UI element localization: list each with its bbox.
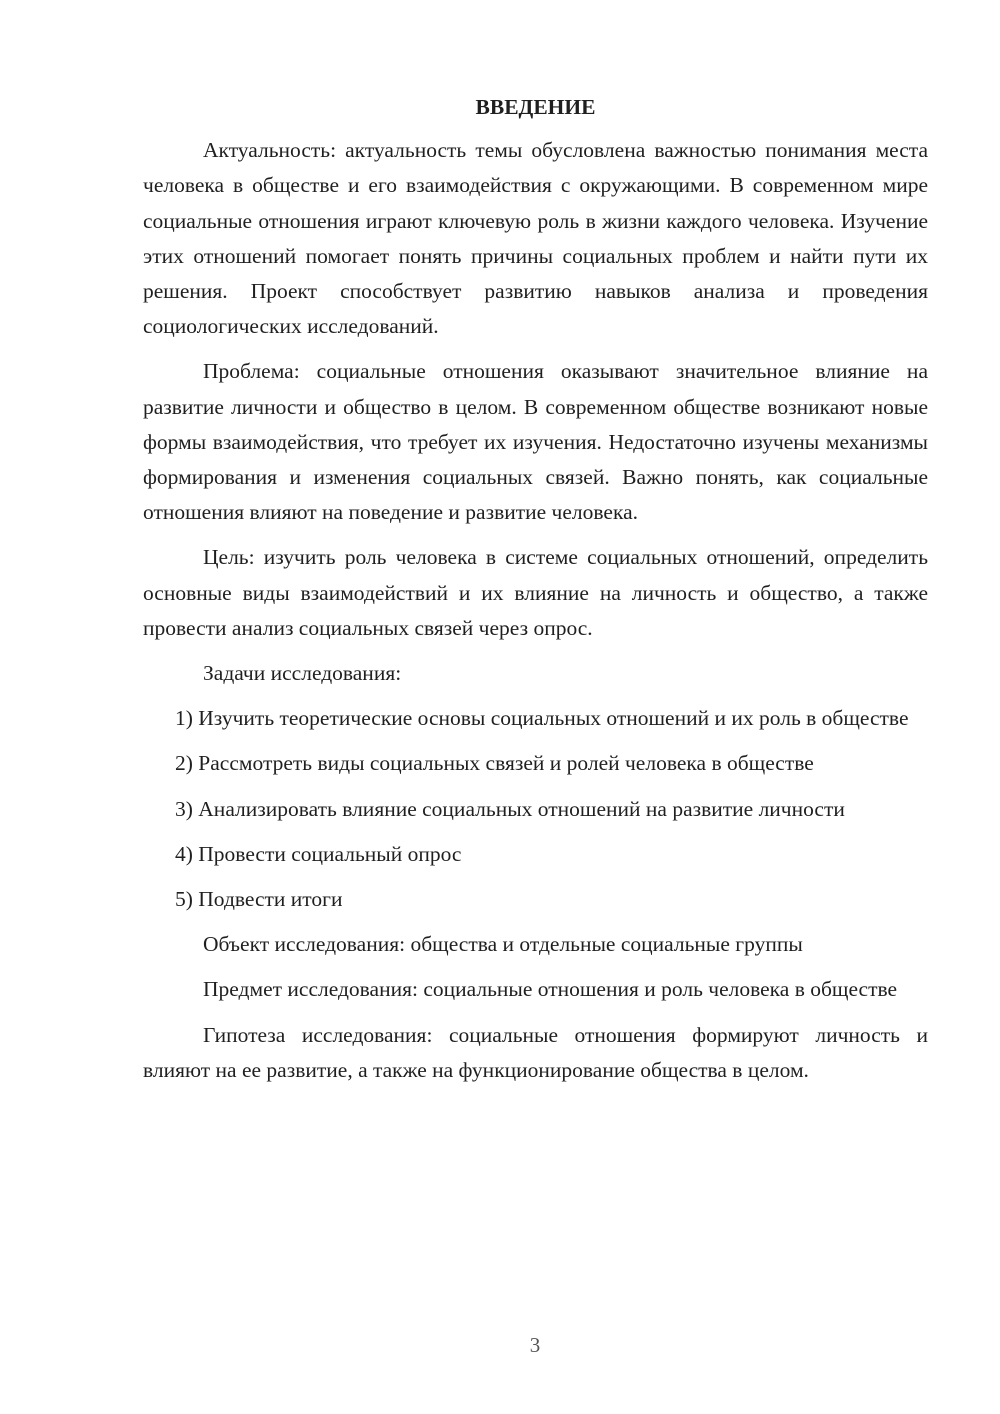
task-item: 3) Анализировать влияние социальных отношений на развитие личности (175, 796, 845, 821)
task-item: 2) Рассмотреть виды социальных связей и ролей человека в обществе (175, 751, 814, 776)
hypothesis-paragraph: Гипотеза исследования: социальные отношения формируют личность и влияют на ее развитие, а также на функционирование общества в целом. (143, 1022, 928, 1082)
document-heading: ВВЕДЕНИЕ (475, 95, 596, 119)
relevance-paragraph: Актуальность: актуальность темы обусловлена важностью понимания места человека в обществе и его взаимодействия с окружающими. В современном мире социальные отношения играют ключевую роль в жизни каждого человека. Изучение этих отношений помогает понять причины социальных проблем и найти пути их решения. Проект способствует развитию навыков анализа и проведения социологических исследований. (143, 138, 928, 339)
problem-paragraph: Проблема: социальные отношения оказывают значительное влияние на развитие личности и общество в целом. В современном обществе возникают новые формы взаимодействия, что требует их изучения. Недостаточно изучены механизмы формирования и изменения социальных связей. Важно понять, как социальные отношения влияют на поведение и развитие человека. (143, 359, 928, 525)
tasks-heading: Задачи исследования: (203, 661, 402, 686)
task-item: 1) Изучить теоретические основы социальных отношений и их роль в обществе (175, 706, 909, 731)
document-page (143, 90, 928, 1098)
task-item: 4) Провести социальный опрос (175, 841, 462, 866)
tasks-list (143, 701, 928, 917)
object-paragraph: Объект исследования: общества и отдельные социальные группы (203, 932, 803, 957)
goal-paragraph: Цель: изучить роль человека в системе социальных отношений, определить основные виды взаимодействий и их влияние на личность и общество, а также провести анализ социальных связей через опрос. (143, 545, 928, 640)
page-number: 3 (529, 1333, 541, 1357)
task-item: 5) Подвести итоги (175, 887, 343, 912)
subject-paragraph: Предмет исследования: социальные отношения и роль человека в обществе (203, 977, 898, 1002)
